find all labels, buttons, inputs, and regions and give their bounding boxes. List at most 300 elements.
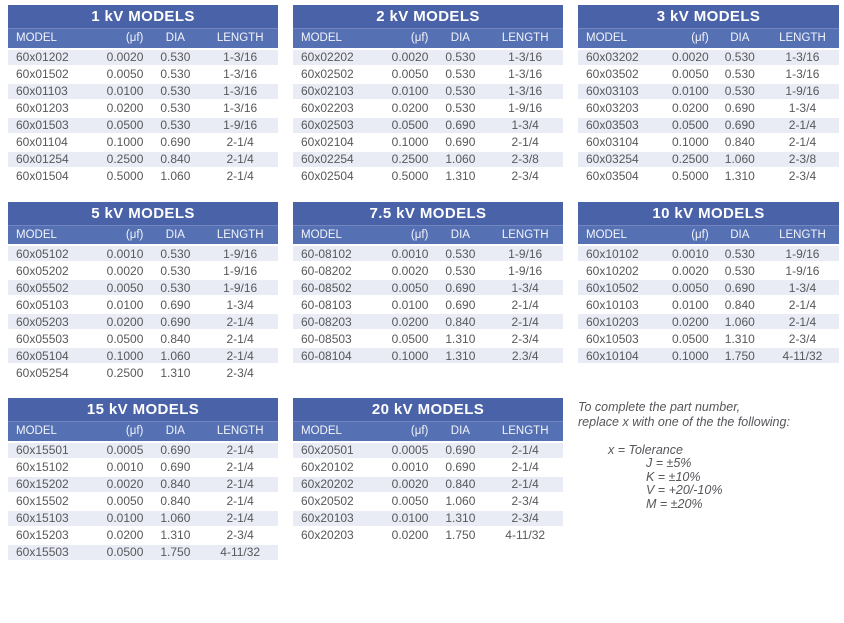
diameter-cell: 0.690: [433, 296, 487, 313]
length-cell: 2-3/4: [487, 330, 563, 347]
length-cell: 2-1/4: [487, 476, 563, 493]
table-row: [8, 168, 278, 185]
capacitance-cell: 0.0020: [105, 49, 148, 66]
model-cell: 60x05503: [8, 330, 105, 347]
capacitance-cell: 0.0100: [390, 296, 433, 313]
length-cell: 2-3/8: [487, 151, 563, 168]
table-row: [293, 168, 563, 185]
column-header: LENGTH: [766, 29, 839, 49]
table-row: [293, 493, 563, 510]
model-cell: 60x02502: [293, 66, 390, 83]
table-row: [8, 296, 278, 313]
model-cell: 60-08502: [293, 279, 390, 296]
diameter-cell: 1.060: [433, 151, 487, 168]
column-header: DIA: [148, 422, 202, 442]
capacitance-cell: 0.0200: [672, 313, 714, 330]
diameter-cell: 1.310: [148, 527, 202, 544]
model-cell: 60x01502: [8, 66, 105, 83]
diameter-cell: 0.840: [148, 330, 202, 347]
length-cell: 1-3/16: [766, 49, 839, 66]
column-header: MODEL: [8, 422, 105, 442]
model-cell: 60x05254: [8, 364, 105, 381]
capacitance-cell: 0.0010: [105, 459, 148, 476]
capacitance-cell: 0.0100: [390, 83, 433, 100]
part-number-note: [578, 398, 839, 562]
length-cell: 1-3/16: [487, 66, 563, 83]
length-cell: 2-3/4: [487, 510, 563, 527]
length-cell: 2-3/4: [766, 330, 839, 347]
table-2-kv-models: [293, 5, 563, 186]
capacitance-cell: 0.1000: [390, 134, 433, 151]
note-line-2: replace x with one of the the following:: [578, 415, 790, 429]
table-row: [578, 330, 839, 347]
table-title: 2 kV MODELS: [293, 5, 563, 28]
table-10-kv-models: [578, 202, 839, 383]
header-row: [8, 422, 278, 442]
diameter-cell: 0.690: [148, 134, 202, 151]
diameter-cell: 1.060: [433, 493, 487, 510]
capacitance-cell: 0.0010: [390, 459, 433, 476]
column-header: MODEL: [293, 29, 390, 49]
length-cell: 1-9/16: [487, 100, 563, 117]
table-row: [293, 296, 563, 313]
diameter-cell: 0.840: [433, 313, 487, 330]
length-cell: 2-1/4: [202, 347, 278, 364]
table-row: [578, 279, 839, 296]
spec-table: [8, 225, 278, 383]
length-cell: 2-1/4: [487, 313, 563, 330]
table-row: [8, 459, 278, 476]
length-cell: 1-3/16: [202, 83, 278, 100]
model-cell: 60x10203: [578, 313, 672, 330]
header-row: [578, 29, 839, 49]
length-cell: 2-3/4: [766, 168, 839, 185]
diameter-cell: 0.690: [148, 296, 202, 313]
capacitance-cell: 0.0010: [672, 245, 714, 262]
column-header: (μf): [105, 422, 148, 442]
model-cell: 60x03502: [578, 66, 672, 83]
model-cell: 60-08503: [293, 330, 390, 347]
model-cell: 60x02203: [293, 100, 390, 117]
model-cell: 60x02503: [293, 117, 390, 134]
diameter-cell: 0.530: [148, 245, 202, 262]
model-cell: 60-08104: [293, 347, 390, 364]
table-row: [8, 527, 278, 544]
model-cell: 60x05103: [8, 296, 105, 313]
capacitance-cell: 0.1000: [390, 347, 433, 364]
length-cell: 1-9/16: [202, 117, 278, 134]
length-cell: 2-1/4: [766, 296, 839, 313]
diameter-cell: 0.530: [433, 83, 487, 100]
diameter-cell: 0.690: [148, 313, 202, 330]
model-cell: 60x01103: [8, 83, 105, 100]
table-row: [8, 510, 278, 527]
capacitance-cell: 0.0200: [390, 527, 433, 544]
length-cell: 1-3/4: [766, 100, 839, 117]
capacitance-cell: 0.0020: [390, 262, 433, 279]
table-row: [8, 442, 278, 459]
model-cell: 60x03202: [578, 49, 672, 66]
diameter-cell: 0.530: [433, 100, 487, 117]
diameter-cell: 0.530: [433, 245, 487, 262]
diameter-cell: 0.690: [714, 117, 766, 134]
length-cell: 2-1/4: [487, 459, 563, 476]
diameter-cell: 1.060: [148, 168, 202, 185]
length-cell: 1-9/16: [202, 245, 278, 262]
model-cell: 60x20202: [293, 476, 390, 493]
length-cell: 2-1/4: [766, 117, 839, 134]
capacitance-cell: 0.0500: [105, 544, 148, 561]
length-cell: 2-3/4: [202, 527, 278, 544]
capacitance-cell: 0.2500: [390, 151, 433, 168]
table-row: [293, 66, 563, 83]
length-cell: 1-9/16: [487, 245, 563, 262]
capacitance-cell: 0.0500: [672, 330, 714, 347]
length-cell: 1-3/16: [487, 83, 563, 100]
model-cell: 60x20103: [293, 510, 390, 527]
model-cell: 60x01104: [8, 134, 105, 151]
model-cell: 60x01203: [8, 100, 105, 117]
length-cell: 1-9/16: [202, 262, 278, 279]
table-row: [8, 151, 278, 168]
table-row: [8, 493, 278, 510]
spec-table: [293, 225, 563, 366]
header-row: [293, 29, 563, 49]
diameter-cell: 0.840: [714, 134, 766, 151]
length-cell: 1-9/16: [766, 262, 839, 279]
table-title: 10 kV MODELS: [578, 202, 839, 225]
model-cell: 60x02254: [293, 151, 390, 168]
capacitance-cell: 0.1000: [672, 347, 714, 364]
diameter-cell: 0.840: [433, 476, 487, 493]
length-cell: 1-3/16: [202, 66, 278, 83]
length-cell: 2-1/4: [202, 313, 278, 330]
column-header: MODEL: [293, 225, 390, 245]
model-cell: 60x15202: [8, 476, 105, 493]
diameter-cell: 0.530: [714, 245, 766, 262]
table-row: [293, 476, 563, 493]
capacitance-cell: 0.0050: [390, 66, 433, 83]
length-cell: 2-3/4: [487, 168, 563, 185]
capacitance-cell: 0.0200: [105, 527, 148, 544]
table-row: [8, 117, 278, 134]
column-header: LENGTH: [202, 29, 278, 49]
diameter-cell: 0.690: [433, 117, 487, 134]
table-row: [578, 117, 839, 134]
tolerance-list: [646, 457, 839, 511]
model-cell: 60x01202: [8, 49, 105, 66]
diameter-cell: 0.690: [433, 134, 487, 151]
length-cell: 2-1/4: [202, 476, 278, 493]
length-cell: 2-1/4: [202, 151, 278, 168]
model-cell: 60x10503: [578, 330, 672, 347]
capacitance-cell: 0.0100: [105, 510, 148, 527]
diameter-cell: 1.310: [433, 330, 487, 347]
model-cell: 60x20502: [293, 493, 390, 510]
column-header: DIA: [148, 29, 202, 49]
table-row: [293, 442, 563, 459]
length-cell: 2-1/4: [202, 134, 278, 151]
diameter-cell: 0.530: [714, 83, 766, 100]
tolerance-item: V = +20/-10%: [646, 483, 723, 497]
length-cell: 1-3/4: [766, 279, 839, 296]
capacitance-cell: 0.0100: [672, 83, 714, 100]
model-cell: 60-08202: [293, 262, 390, 279]
length-cell: 1-3/4: [487, 279, 563, 296]
table-3-kv-models: [578, 5, 839, 186]
diameter-cell: 1.750: [714, 347, 766, 364]
spec-table: [293, 28, 563, 186]
length-cell: 1-3/4: [487, 117, 563, 134]
capacitance-cell: 0.0020: [390, 49, 433, 66]
diameter-cell: 0.690: [433, 459, 487, 476]
diameter-cell: 0.530: [433, 262, 487, 279]
table-row: [8, 49, 278, 66]
capacitance-cell: 0.1000: [105, 347, 148, 364]
length-cell: 1-3/16: [487, 49, 563, 66]
column-header: LENGTH: [202, 422, 278, 442]
table-20-kv-models: [293, 398, 563, 562]
table-15-kv-models: [8, 398, 278, 562]
table-row: [8, 262, 278, 279]
model-cell: 60x02504: [293, 168, 390, 185]
capacitance-cell: 0.0200: [672, 100, 714, 117]
diameter-cell: 1.310: [148, 364, 202, 381]
table-title: 20 kV MODELS: [293, 398, 563, 421]
length-cell: 2-1/4: [202, 459, 278, 476]
table-row: [293, 313, 563, 330]
table-row: [578, 151, 839, 168]
capacitance-cell: 0.0020: [105, 476, 148, 493]
capacitance-cell: 0.0100: [105, 83, 148, 100]
length-cell: 4-11/32: [766, 347, 839, 364]
table-row: [578, 83, 839, 100]
table-row: [293, 330, 563, 347]
capacitance-cell: 0.2500: [105, 364, 148, 381]
table-row: [578, 262, 839, 279]
capacitance-cell: 0.0005: [390, 442, 433, 459]
table-row: [293, 459, 563, 476]
table-row: [8, 347, 278, 364]
model-cell: 60x15503: [8, 544, 105, 561]
column-header: (μf): [105, 29, 148, 49]
model-cell: 60x03503: [578, 117, 672, 134]
diameter-cell: 1.060: [148, 347, 202, 364]
capacitance-cell: 0.1000: [105, 134, 148, 151]
column-header: DIA: [714, 225, 766, 245]
length-cell: 2-3/4: [202, 364, 278, 381]
capacitance-cell: 0.0200: [105, 100, 148, 117]
table-row: [578, 134, 839, 151]
length-cell: 2-1/4: [202, 442, 278, 459]
model-cell: 60x10202: [578, 262, 672, 279]
length-cell: 2-1/4: [766, 313, 839, 330]
model-cell: 60x03203: [578, 100, 672, 117]
length-cell: 2-1/4: [202, 510, 278, 527]
spec-table: [578, 28, 839, 186]
capacitance-cell: 0.5000: [390, 168, 433, 185]
length-cell: 2-1/4: [202, 330, 278, 347]
model-cell: 60x05202: [8, 262, 105, 279]
diameter-cell: 1.060: [714, 151, 766, 168]
diameter-cell: 0.690: [148, 442, 202, 459]
diameter-cell: 0.530: [148, 83, 202, 100]
model-cell: 60x20501: [293, 442, 390, 459]
table-title: 5 kV MODELS: [8, 202, 278, 225]
model-cell: 60x01503: [8, 117, 105, 134]
diameter-cell: 0.530: [148, 100, 202, 117]
table-row: [8, 66, 278, 83]
column-header: (μf): [672, 225, 714, 245]
capacitance-cell: 0.0500: [390, 330, 433, 347]
length-cell: 2-1/4: [766, 134, 839, 151]
model-cell: 60x15501: [8, 442, 105, 459]
length-cell: 1-9/16: [766, 245, 839, 262]
model-cell: 60x10102: [578, 245, 672, 262]
model-cell: 60x05104: [8, 347, 105, 364]
diameter-cell: 0.530: [714, 66, 766, 83]
table-title: 7.5 kV MODELS: [293, 202, 563, 225]
length-cell: 2-1/4: [202, 168, 278, 185]
capacitance-cell: 0.0100: [672, 296, 714, 313]
capacitance-cell: 0.0200: [105, 313, 148, 330]
table-row: [293, 262, 563, 279]
diameter-cell: 0.530: [148, 279, 202, 296]
column-header: DIA: [433, 225, 487, 245]
note-line-1: To complete the part number,: [578, 400, 741, 414]
table-row: [8, 245, 278, 262]
length-cell: 2.3/4: [487, 347, 563, 364]
tolerance-item: K = ±10%: [646, 469, 701, 484]
model-cell: 60x03504: [578, 168, 672, 185]
diameter-cell: 0.840: [148, 493, 202, 510]
diameter-cell: 1.310: [433, 510, 487, 527]
diameter-cell: 0.690: [148, 459, 202, 476]
length-cell: 4-11/32: [487, 527, 563, 544]
capacitance-cell: 0.2500: [105, 151, 148, 168]
column-header: MODEL: [8, 29, 105, 49]
table-row: [578, 168, 839, 185]
length-cell: 1-3/16: [202, 49, 278, 66]
length-cell: 1-9/16: [487, 262, 563, 279]
column-header: DIA: [714, 29, 766, 49]
capacitance-cell: 0.0050: [105, 279, 148, 296]
capacitance-cell: 0.0020: [672, 49, 714, 66]
table-row: [293, 134, 563, 151]
capacitance-cell: 0.1000: [672, 134, 714, 151]
header-row: [293, 422, 563, 442]
table-row: [8, 330, 278, 347]
length-cell: 1-3/16: [202, 100, 278, 117]
capacitance-cell: 0.0100: [105, 296, 148, 313]
diameter-cell: 0.690: [714, 100, 766, 117]
model-cell: 60-08102: [293, 245, 390, 262]
header-row: [8, 29, 278, 49]
model-cell: 60x01504: [8, 168, 105, 185]
diameter-cell: 0.690: [714, 279, 766, 296]
capacitance-cell: 0.2500: [672, 151, 714, 168]
column-header: MODEL: [8, 225, 105, 245]
table-row: [578, 100, 839, 117]
header-row: [293, 225, 563, 245]
diameter-cell: 0.530: [148, 66, 202, 83]
capacitance-cell: 0.0500: [105, 117, 148, 134]
header-row: [8, 225, 278, 245]
diameter-cell: 1.310: [714, 168, 766, 185]
model-cell: 60x15203: [8, 527, 105, 544]
model-cell: 60x02104: [293, 134, 390, 151]
column-header: MODEL: [578, 225, 672, 245]
capacitance-cell: 0.0500: [105, 330, 148, 347]
diameter-cell: 0.530: [433, 49, 487, 66]
length-cell: 2-1/4: [487, 134, 563, 151]
model-cell: 60-08103: [293, 296, 390, 313]
capacitance-cell: 0.0500: [390, 117, 433, 134]
table-row: [8, 364, 278, 381]
model-cell: 60x02103: [293, 83, 390, 100]
length-cell: 1-9/16: [766, 83, 839, 100]
diameter-cell: 0.530: [714, 262, 766, 279]
table-row: [8, 544, 278, 561]
capacitance-cell: 0.0005: [105, 442, 148, 459]
diameter-cell: 0.690: [433, 279, 487, 296]
model-cell: 60x05203: [8, 313, 105, 330]
capacitance-cell: 0.0050: [672, 279, 714, 296]
table-row: [8, 313, 278, 330]
diameter-cell: 0.530: [148, 117, 202, 134]
diameter-cell: 0.840: [714, 296, 766, 313]
spec-table: [8, 28, 278, 186]
capacitance-cell: 0.0020: [672, 262, 714, 279]
length-cell: 2-3/8: [766, 151, 839, 168]
table-row: [578, 296, 839, 313]
diameter-cell: 1.060: [714, 313, 766, 330]
diameter-cell: 0.530: [714, 49, 766, 66]
column-header: MODEL: [578, 29, 672, 49]
capacitance-cell: 0.0020: [105, 262, 148, 279]
table-row: [8, 476, 278, 493]
table-row: [8, 83, 278, 100]
column-header: (μf): [390, 422, 433, 442]
capacitance-cell: 0.0200: [390, 100, 433, 117]
capacitance-cell: 0.5000: [672, 168, 714, 185]
table-row: [293, 49, 563, 66]
length-cell: 2-1/4: [487, 296, 563, 313]
capacitance-cell: 0.0500: [672, 117, 714, 134]
model-cell: 60x03254: [578, 151, 672, 168]
model-cell: 60x20203: [293, 527, 390, 544]
column-header: LENGTH: [766, 225, 839, 245]
table-row: [578, 66, 839, 83]
model-cell: 60x10103: [578, 296, 672, 313]
capacitance-cell: 0.0200: [390, 313, 433, 330]
spec-table: [578, 225, 839, 366]
model-cell: 60x05102: [8, 245, 105, 262]
header-row: [578, 225, 839, 245]
table-row: [293, 151, 563, 168]
column-header: DIA: [148, 225, 202, 245]
table-5-kv-models: [8, 202, 278, 383]
model-cell: 60x01254: [8, 151, 105, 168]
model-cell: 60x15502: [8, 493, 105, 510]
spec-table: [293, 421, 563, 545]
spec-table: [8, 421, 278, 562]
diameter-cell: 1.060: [148, 510, 202, 527]
capacitance-cell: 0.0020: [390, 476, 433, 493]
model-cell: 60x02202: [293, 49, 390, 66]
diameter-cell: 0.530: [148, 262, 202, 279]
length-cell: 1-3/4: [202, 296, 278, 313]
